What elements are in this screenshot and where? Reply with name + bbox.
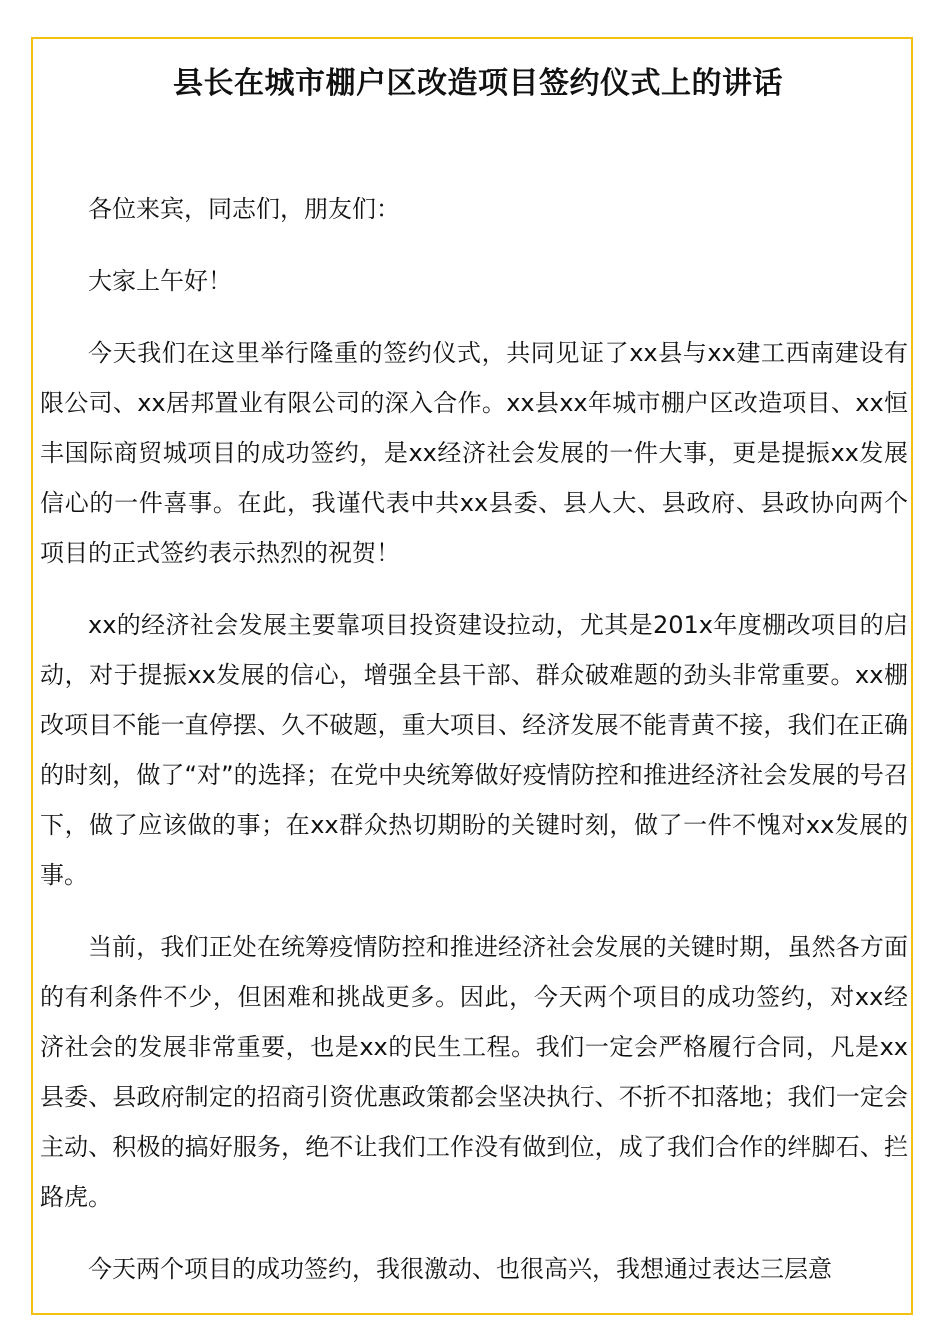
paragraph-closing-partial: 今天两个项目的成功签约，我很激动、也很高兴，我想通过表达三层意 xyxy=(88,1255,832,1283)
document-body xyxy=(40,64,908,1294)
paragraph-salutation: 各位来宾，同志们，朋友们： xyxy=(88,195,400,223)
paragraph-greeting: 大家上午好！ xyxy=(88,267,232,295)
paragraph-development: xx的经济社会发展主要靠项目投资建设拉动，尤其是201x年度棚改项目的启动，对于提振xx发展的信心，增强全县干部、群众破难题的劲头非常重要。xx棚改项目不能一直停摆、久不破题，重大项目、经济发展不能青黄不接，我们在正确的时刻，做了“对”的选择；在党中央统筹做好疫情防控和推进经济社会发展的号召下，做了应该做的事；在xx群众热切期盼的关键时刻，做了一件不愧对xx发展的事。 xyxy=(40,611,908,889)
paragraph-current-situation: 当前，我们正处在统筹疫情防控和推进经济社会发展的关键时期，虽然各方面的有利条件不少，但困难和挑战更多。因此，今天两个项目的成功签约，对xx经济社会的发展非常重要，也是xx的民生工程。我们一定会严格履行合同，凡是xx县委、县政府制定的招商引资优惠政策都会坚决执行、不折不扣落地；我们一定会主动、积极的搞好服务，绝不让我们工作没有做到位，成了我们合作的绊脚石、拦路虎。 xyxy=(40,933,908,1211)
paragraph-opening: 今天我们在这里举行隆重的签约仪式，共同见证了xx县与xx建工西南建设有限公司、xx居邦置业有限公司的深入合作。xx县xx年城市棚户区改造项目、xx恒丰国际商贸城项目的成功签约，是xx经济社会发展的一件大事，更是提振xx发展信心的一件喜事。在此，我谨代表中共xx县委、县人大、县政府、县政协向两个项目的正式签约表示热烈的祝贺！ xyxy=(40,339,908,567)
document-title: 县长在城市棚户区改造项目签约仪式上的讲话 xyxy=(173,66,783,101)
